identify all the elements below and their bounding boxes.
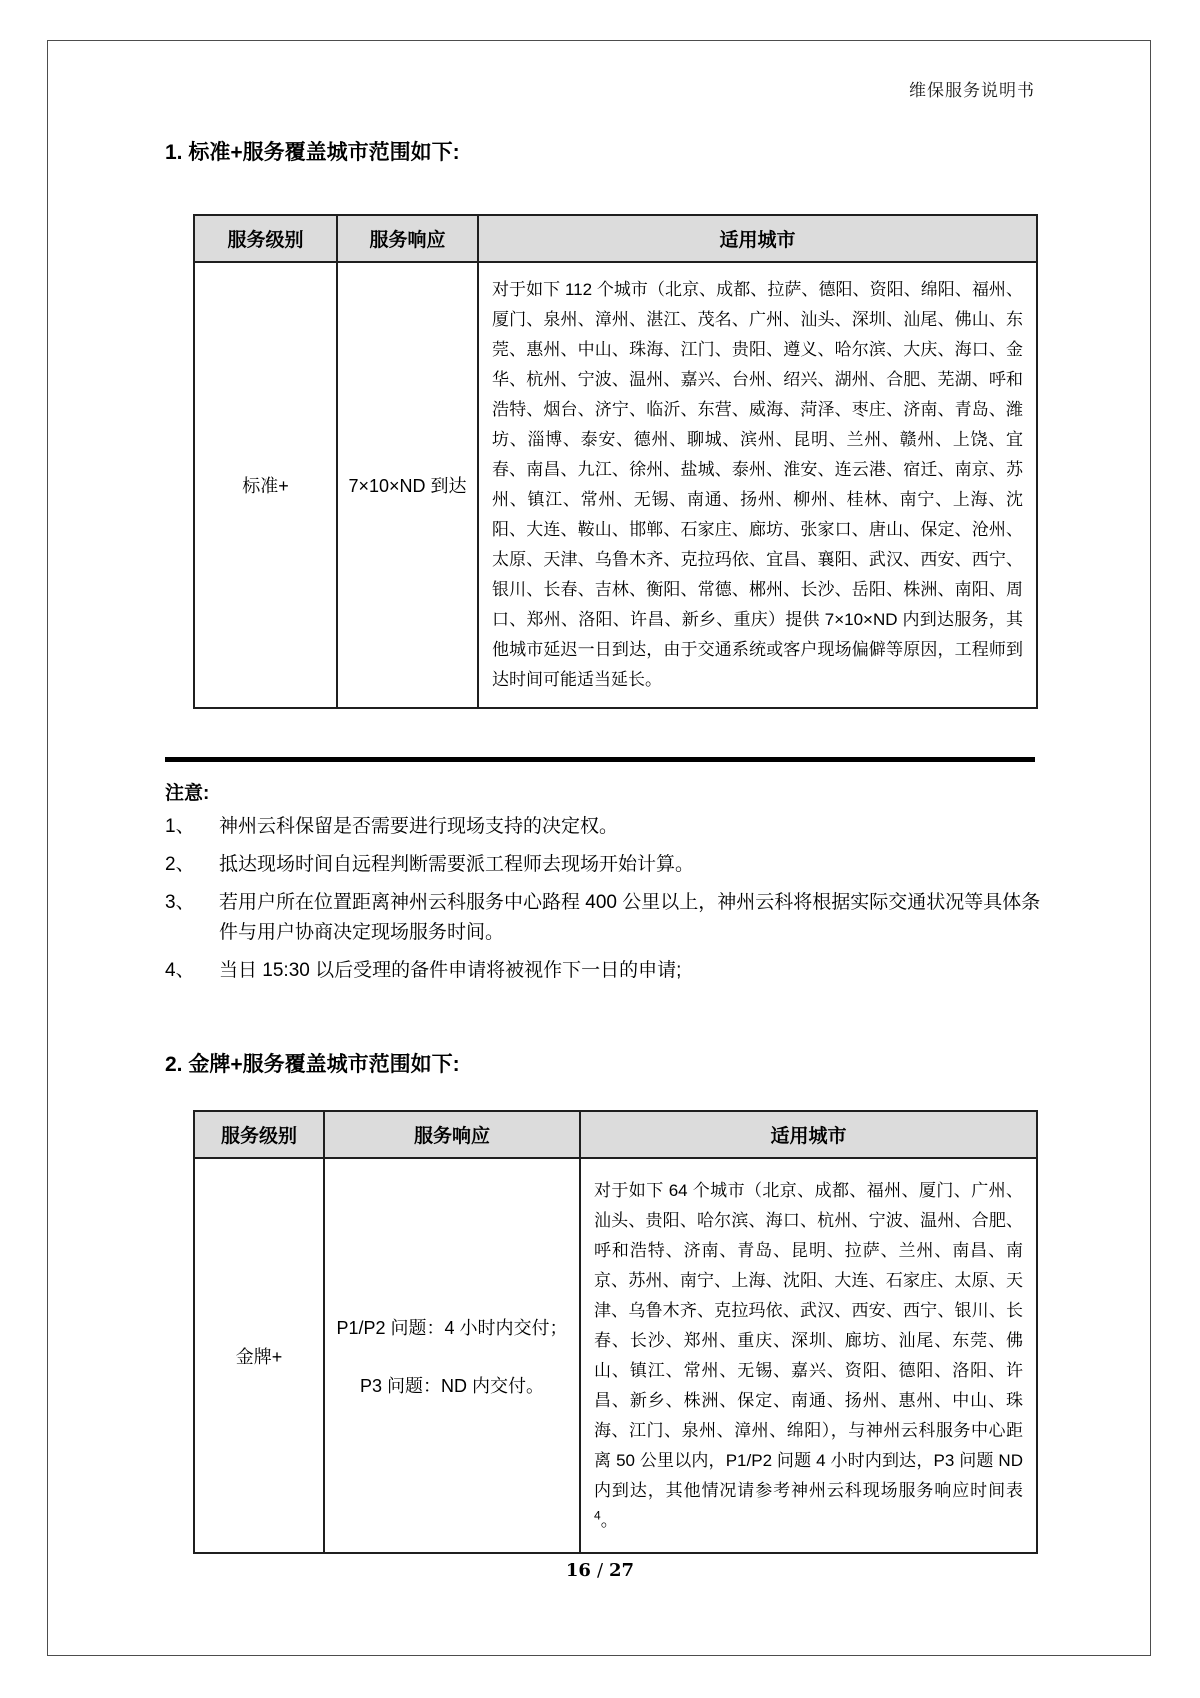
page-current: 16 (565, 1560, 591, 1581)
response-line-p1p2: P1/P2 问题：4 小时内交付； (336, 1317, 568, 1338)
note-number: 1、 (165, 816, 195, 837)
section2-heading: 2. 金牌+服务覆盖城市范围如下: (165, 1053, 460, 1076)
header-service-level: 服务级别 (194, 1111, 324, 1158)
note-number: 4、 (165, 960, 195, 981)
header-service-level: 服务级别 (194, 215, 337, 262)
table-header-row (194, 215, 1037, 262)
note-item (165, 888, 1043, 948)
note-item (165, 812, 1043, 842)
cell-service-response (324, 1158, 580, 1553)
cell-applicable-cities: 对于如下 112 个城市（北京、成都、拉萨、德阳、资阳、绵阳、福州、厦门、泉州、漳州、湛江、茂名、广州、汕头、深圳、汕尾、佛山、东莞、惠州、中山、珠海、江门、贵阳、遵义、哈尔滨、大庆、海口、金华、杭州、宁波、温州、嘉兴、台州、绍兴、湖州、合肥、芜湖、呼和浩特、烟台、济宁、临沂、东营、威海、菏泽、枣庄、济南、青岛、潍坊、淄博、泰安、德州、聊城、滨州、昆明、兰州、赣州、上饶、宜春、南昌、九江、徐州、盐城、泰州、淮安、连云港、宿迁、南京、苏州、镇江、常州、无锡、南通、扬州、柳州、桂林、南宁、上海、沈阳、大连、鞍山、邯郸、石家庄、廊坊、张家口、唐山、保定、沧州、太原、天津、乌鲁木齐、克拉玛依、宜昌、襄阳、武汉、西安、西宁、银川、长春、吉林、衡阳、常德、郴州、长沙、岳阳、株洲、南阳、周口、郑州、洛阳、许昌、新乡、重庆）提供 7×10×ND 内到达服务，其他城市延迟一日到达，由于交通系统或客户现场偏僻等原因，工程师到达时间可能适当延长。 (478, 262, 1037, 708)
note-text: 当日 15:30 以后受理的备件申请将被视作下一日的申请; (219, 960, 682, 981)
footnote-reference: 4 (594, 1507, 601, 1522)
cell-service-level: 金牌+ (194, 1158, 324, 1553)
applicable-cities-text: 对于如下 64 个城市（北京、成都、福州、厦门、广州、汕头、贵阳、哈尔滨、海口、杭州、宁波、温州、合肥、呼和浩特、济南、青岛、昆明、拉萨、兰州、南昌、南京、苏州、南宁、上海、沈阳、大连、石家庄、太原、天津、乌鲁木齐、克拉玛依、武汉、西安、西宁、银川、长春、长沙、郑州、重庆、深圳、廊坊、汕尾、东莞、佛山、镇江、常州、无锡、嘉兴、资阳、德阳、洛阳、许昌、新乡、株洲、保定、南通、扬州、惠州、中山、珠海、江门、泉州、漳州、绵阳），与神州云科服务中心距离 50 公里以内，P1/P2 问题 4 小时内到达，P3 问题 ND 内到达，其他情况请参考神州云科现场服务响应时间表 (594, 1180, 1023, 1500)
note-number: 2、 (165, 854, 195, 875)
cell-service-response: 7×10×ND 到达 (337, 262, 478, 708)
document-header-title: 维保服务说明书 (909, 81, 1035, 101)
note-text: 神州云科保留是否需要进行现场支持的决定权。 (219, 816, 619, 837)
table-header-row (194, 1111, 1037, 1158)
header-applicable-cities: 适用城市 (478, 215, 1037, 262)
response-line-p3: P3 问题：ND 内交付。 (359, 1375, 545, 1396)
table-row (194, 262, 1037, 708)
notes-list (165, 812, 1043, 994)
sentence-end: 。 (600, 1510, 618, 1530)
header-service-response: 服务响应 (324, 1111, 580, 1158)
page-total: 27 (609, 1560, 635, 1581)
cell-service-level: 标准+ (194, 262, 337, 708)
note-number: 3、 (165, 892, 195, 913)
page-separator: / (596, 1560, 604, 1581)
cell-applicable-cities (580, 1158, 1037, 1553)
note-text: 抵达现场时间自远程判断需要派工程师去现场开始计算。 (219, 854, 695, 875)
header-service-response: 服务响应 (337, 215, 478, 262)
note-item (165, 850, 1043, 880)
header-applicable-cities: 适用城市 (580, 1111, 1037, 1158)
notes-title: 注意: (165, 783, 210, 804)
section-divider (165, 757, 1035, 762)
gold-plus-coverage-table (193, 1110, 1038, 1554)
page-number (165, 1560, 1035, 1581)
section1-heading: 1. 标准+服务覆盖城市范围如下: (165, 141, 460, 164)
note-text: 若用户所在位置距离神州云科服务中心路程 400 公里以上，神州云科将根据实际交通状况等具体条件与用户协商决定现场服务时间。 (219, 892, 1041, 943)
standard-plus-coverage-table (193, 214, 1038, 709)
note-item (165, 956, 1043, 986)
table-row (194, 1158, 1037, 1553)
